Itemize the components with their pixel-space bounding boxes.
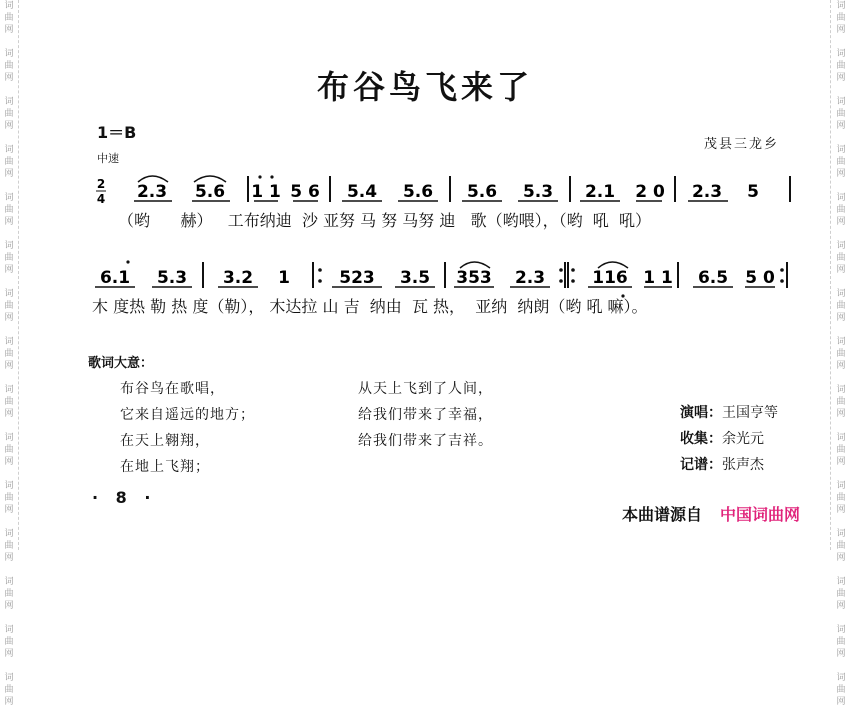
note-group: 5.3 xyxy=(522,182,554,202)
note-group: 3.2 xyxy=(222,268,254,288)
note-group: 5.6 xyxy=(402,182,434,202)
note-group: 1 1 xyxy=(643,268,673,288)
note-group: 2.1 xyxy=(584,182,616,202)
song-origin: 茂县三龙乡 xyxy=(704,137,780,152)
time-signature-top: 2 xyxy=(96,177,106,191)
source-brand-link[interactable]: 中国词曲网 xyxy=(720,505,801,524)
line1-octave-dots xyxy=(258,175,273,178)
page-number: · 8 · xyxy=(92,488,157,507)
note-group: 5.4 xyxy=(346,182,378,202)
note-group: 5 xyxy=(747,182,759,202)
song-title: 布谷鸟飞来了 xyxy=(316,68,533,106)
source-credit xyxy=(622,502,800,525)
line2-lyrics: 木 度热 勒 热 度（勒）， 木达拉 山 吉 纳由 瓦 热， 亚纳 纳朗（哟 吼 嘛）。 xyxy=(92,297,648,316)
meaning-right-2: 给我们带来了幸福， xyxy=(358,407,493,423)
note-group: 2.3 xyxy=(691,182,723,202)
note-group: 353 xyxy=(456,268,492,288)
note-group: 5 0 xyxy=(745,268,775,288)
meaning-left-3: 在天上翱翔， xyxy=(120,433,210,449)
credit-collector: 收集：余光元 xyxy=(680,431,764,447)
credit-singer: 演唱：王国亨等 xyxy=(680,405,778,421)
meaning-left-4: 在地上飞翔； xyxy=(120,459,210,475)
lyrics-meaning-heading: 歌词大意： xyxy=(88,356,154,371)
left-watermark: 词 曲 网 词 曲 网 词 曲 网 词 曲 网 词 曲 网 词 曲 网 词 曲 网 词 曲 网 词 曲 网 词 曲 网 词 曲 网 词 曲 网 词 曲 网 词 曲 网 词 曲 网 xyxy=(4,1,14,707)
line2-beams xyxy=(95,262,775,287)
credit-transcriber: 记谱：张声杰 xyxy=(680,457,764,473)
line1-lyrics: （哟 赫） 工布纳迪 沙 亚努 马 努 马努 迪 歌（哟喂），（哟 吼 吼） xyxy=(118,211,651,230)
note-group: 523 xyxy=(339,268,375,288)
note-group: 3.5 xyxy=(399,268,431,288)
note-group: 2.3 xyxy=(514,268,546,288)
note-group: 1 xyxy=(278,268,290,288)
note-group: 5 6 xyxy=(290,182,320,202)
jianpu-score xyxy=(0,0,850,320)
note-group: 2 0 xyxy=(635,182,665,202)
note-group: 2.3 xyxy=(136,182,168,202)
line2-notes xyxy=(100,268,775,288)
note-group: 6.1 xyxy=(99,268,131,288)
meaning-right-3: 给我们带来了吉祥。 xyxy=(358,433,493,449)
note-group: 5.6 xyxy=(466,182,498,202)
note-group: 5.3 xyxy=(156,268,188,288)
meaning-left-2: 它来自遥远的地方； xyxy=(120,407,255,423)
tempo-marking: 中速 xyxy=(97,152,119,165)
note-group: 6.5 xyxy=(697,268,729,288)
meaning-left-1: 布谷鸟在歌唱， xyxy=(120,381,225,397)
time-signature-bottom: 4 xyxy=(96,192,106,206)
right-watermark: 词 曲 网 词 曲 网 词 曲 网 词 曲 网 词 曲 网 词 曲 网 词 曲 网 词 曲 网 词 曲 网 词 曲 网 词 曲 网 词 曲 网 词 曲 网 词 曲 网 词 曲 网 xyxy=(836,1,846,707)
note-group: 1 1 xyxy=(251,182,281,202)
source-text: 本曲谱源自 xyxy=(622,505,703,524)
line1-notes xyxy=(137,182,759,202)
note-group: 116 xyxy=(592,268,628,288)
note-group: 5.6 xyxy=(194,182,226,202)
key-signature: 1＝B xyxy=(97,123,137,142)
line2-octave-dots xyxy=(126,260,624,297)
meaning-right-1: 从天上飞到了人间， xyxy=(358,381,493,397)
